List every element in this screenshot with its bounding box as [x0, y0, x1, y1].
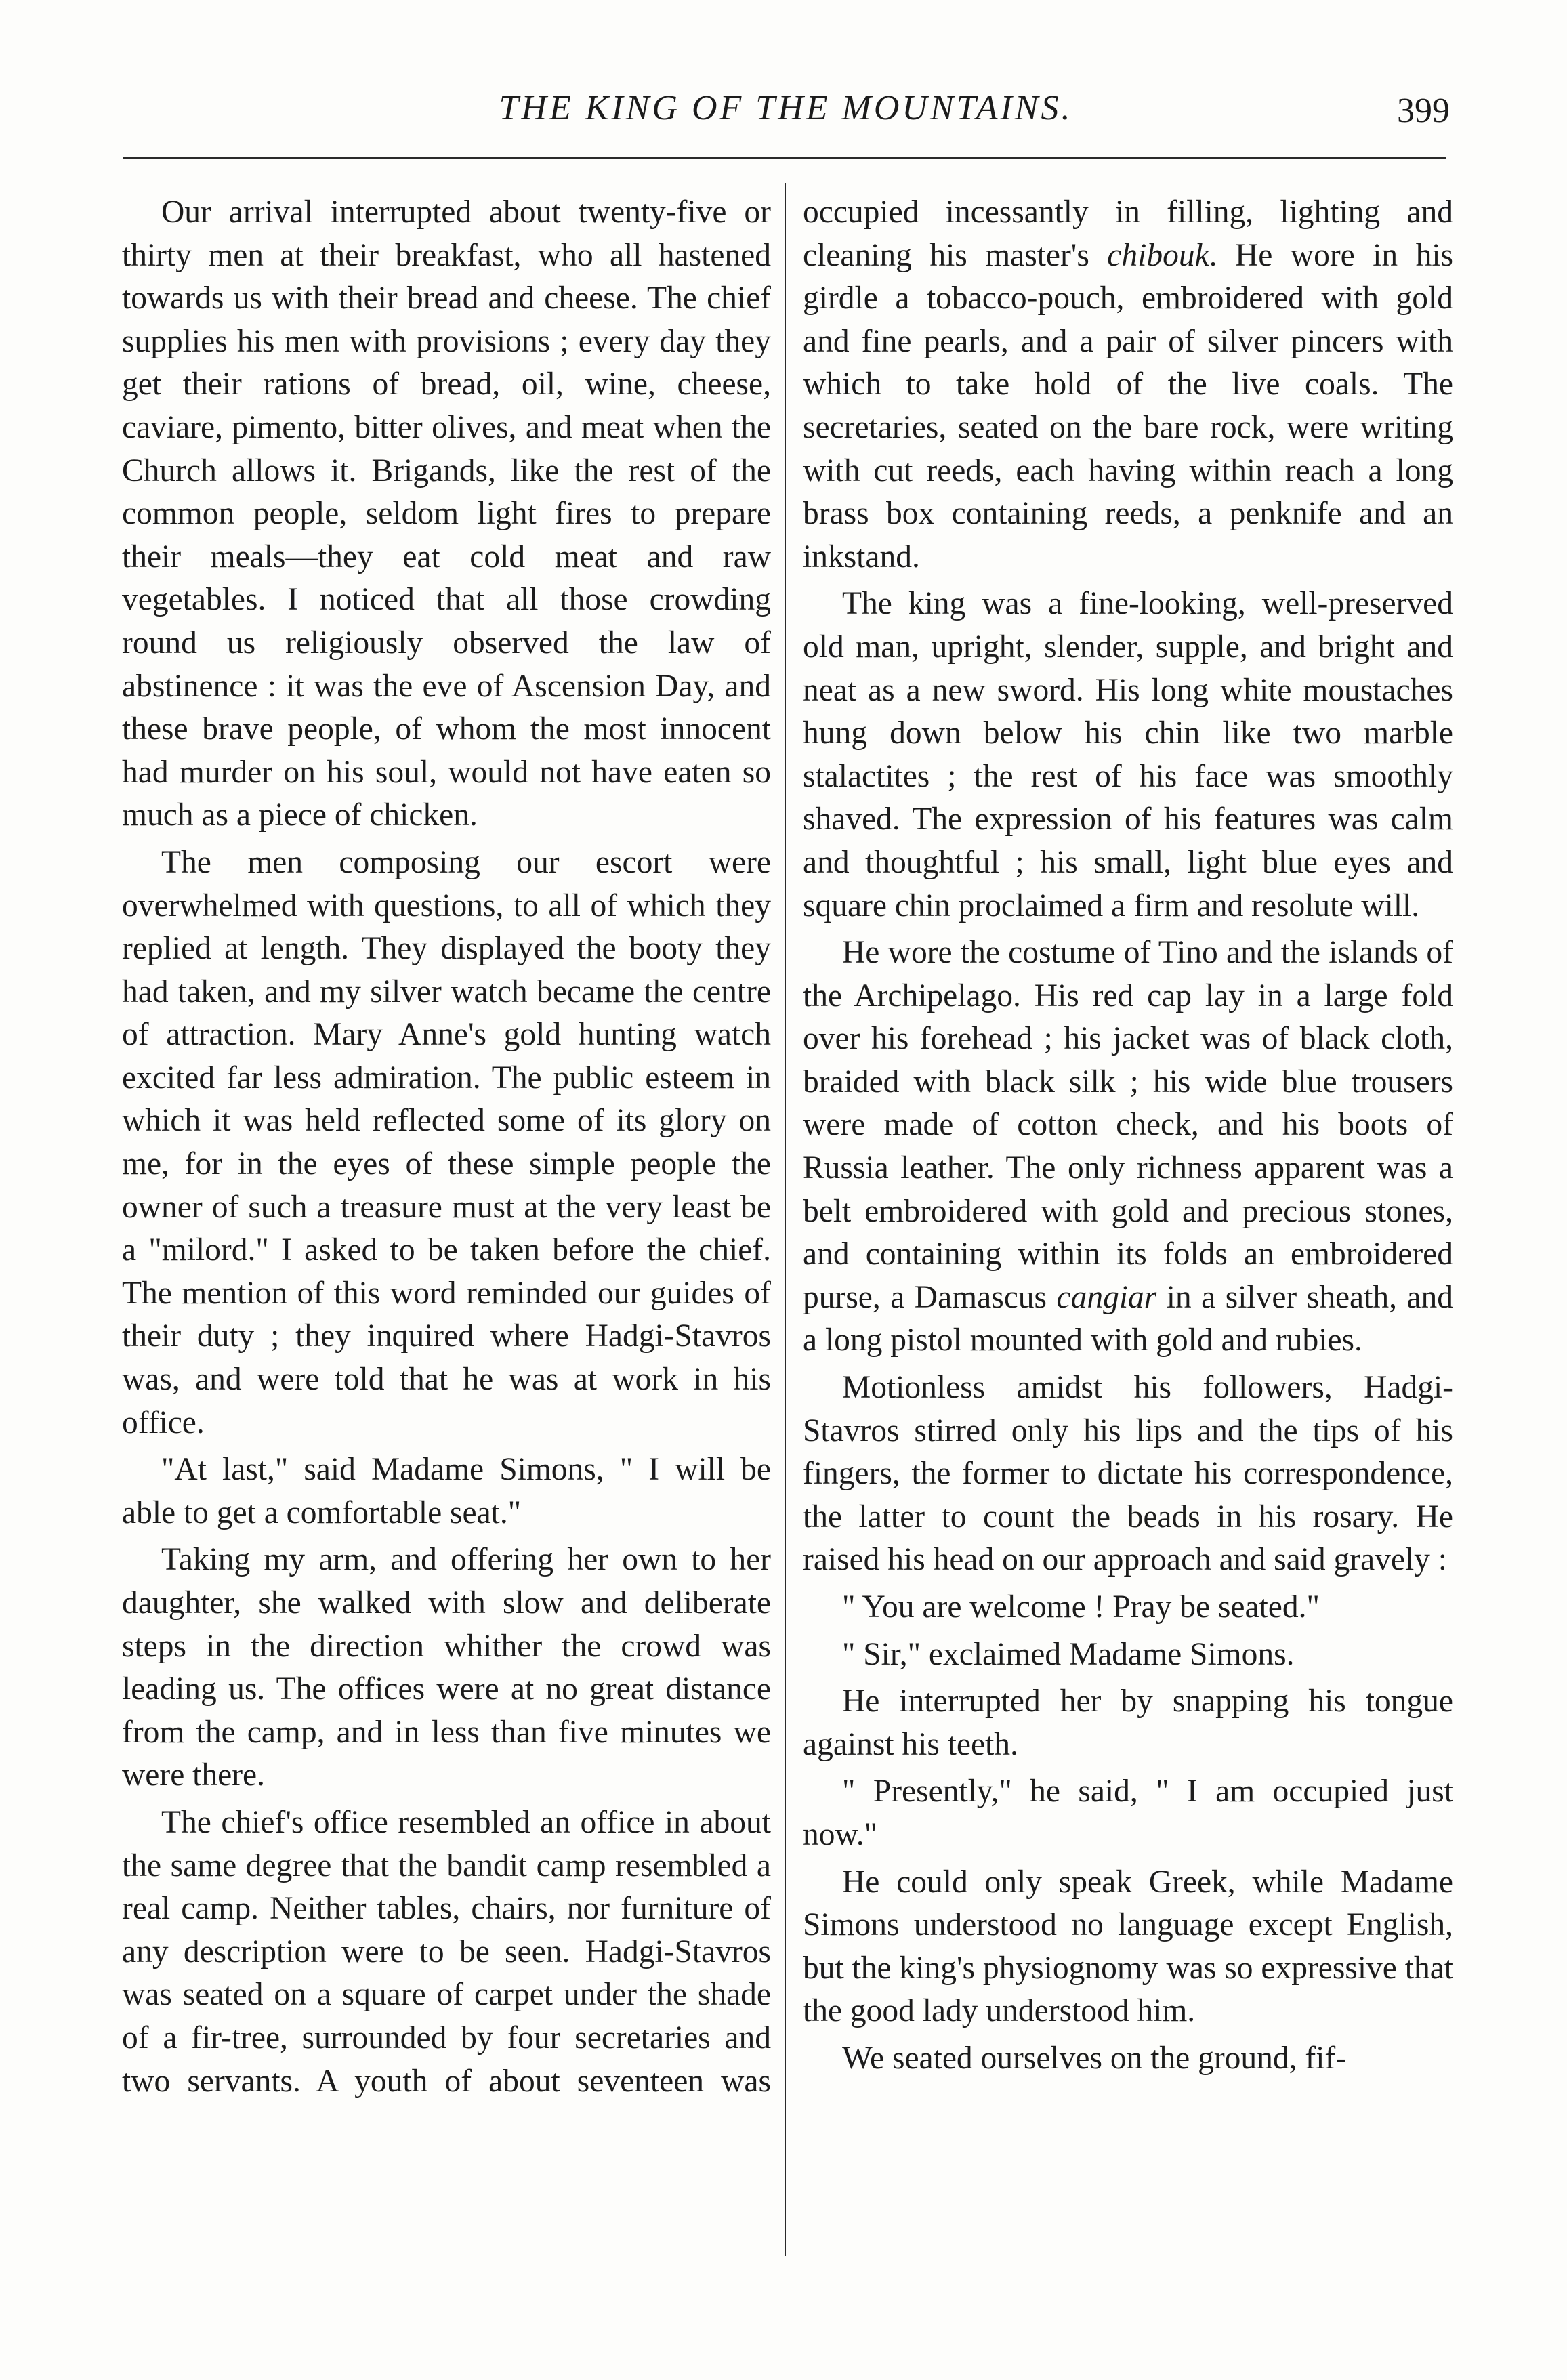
text-run: . He wore in his girdle a tobacco-pouch, embroidered with gold and fine pearls, and a pair of silver pincers with which to take hold of the live coals. The secretaries, seated on the bare rock, were writing with cut reeds, each having within reach a long brass box containing reeds, a penknife and an inkstand. — [803, 237, 1454, 575]
paragraph: He could only speak Greek, while Madame Simons understood no language except English, but the king's physiognomy was so expressive that the good lady understood him. — [803, 1864, 1453, 2029]
running-title: THE KING OF THE MOUNTAINS. — [499, 89, 1073, 127]
page-number: 399 — [1397, 91, 1450, 130]
paragraph: " Presently," he said, " I am occupied just now." — [803, 1774, 1453, 1852]
column-divider — [785, 183, 786, 2256]
header-rule — [123, 157, 1446, 159]
paragraph — [803, 932, 1453, 1362]
paragraph: Taking my arm, and offering her own to her daughter, she walked with slow and deliberate steps in the direction whither the crowd was leading us. The offices were at no great distance from the camp, and in less than five minutes we were there. — [122, 1542, 771, 1793]
italic-term: cangiar — [1056, 1279, 1157, 1315]
text-run: in a silver sheath, and a long pistol mounted with gold and rubies. — [803, 1279, 1454, 1358]
paragraph: " You are welcome ! Pray be seated." — [842, 1589, 1320, 1625]
paragraph: The men composing our escort were overwhelmed with questions, to all of which they replied at length. They displayed the booty they had taken, and my silver watch became the centre of attraction. Mary Anne's gold hunting watch excited far less admiration. The public esteem in which it was held reflected some of its glory on me, for in the eyes of these simple people the owner of such a treasure must at the very least be a "milord." I asked to be taken before the chief. The mention of this word reminded our guides of their duty ; they inquired where Hadgi-Stavros was, and were told that he was at work in his office. — [122, 844, 771, 1440]
text-run: occupied incessantly in filling, lighting and cleaning his master's — [803, 194, 1453, 273]
paragraph: The king was a fine-looking, well-preserved old man, upright, slender, supple, and bright and neat as a new sword. His long white moustaches hung down below his chin like two marble stalactites ; the rest of his face was smoothly shaved. The expression of his features was calm and thoughtful ; his small, light blue eyes and square chin proclaimed a firm and resolute will. — [803, 586, 1453, 923]
paragraph: " Sir," exclaimed Madame Simons. — [842, 1636, 1295, 1672]
right-column — [803, 191, 1453, 2085]
paragraph-continued — [803, 191, 1453, 579]
paragraph: We seated ourselves on the ground, fif- — [842, 2040, 1347, 2076]
paragraph: "At last," said Madame Simons, " I will be able to get a comfortable seat." — [122, 1452, 771, 1530]
running-header — [122, 88, 1450, 156]
paragraph: Motionless amidst his followers, Hadgi-Stavros stirred only his lips and the tips of his fingers, the former to dictate his correspondence, the latter to count the beads in his rosary. He raised his head on our approach and said gravely : — [803, 1370, 1453, 1578]
left-column — [122, 191, 771, 2107]
italic-term: chibouk — [1107, 237, 1209, 273]
paragraph: Our arrival interrupted about twenty-five or thirty men at their breakfast, who all hastened towards us with their bread and cheese. The chief supplies his men with provisions ; every day they get their rations of bread, oil, wine, cheese, caviare, pimento, bitter olives, and meat when the Church allows it. Brigands, like the rest of the common people, seldom light fires to prepare their meals—they eat cold meat and raw vegetables. I noticed that all those crowding round us religiously observed the law of abstinence : it was the eve of Ascension Day, and these brave people, of whom the most innocent had murder on his soul, would not have eaten so much as a piece of chicken. — [122, 194, 771, 833]
paragraph: He interrupted her by snapping his tongue against his teeth. — [803, 1684, 1453, 1762]
paragraph: The chief's office resembled an office in about the same degree that the bandit camp resembled a real camp. Neither tables, chairs, nor furniture of any description were to be seen. Hadgi-Stavros was seated on a square of carpet under the shade of a fir-tree, surrounded by four secretaries and two servants. A youth of about seventeen was — [122, 1804, 771, 2099]
text-run: He wore the costume of Tino and the islands of the Archipelago. His red cap lay in a large fold over his forehead ; his jacket was of black cloth, braided with black silk ; his wide blue trousers were made of cotton check, and his boots of Russia leather. The only richness apparent was a belt embroidered with gold and precious stones, and containing within its folds an embroidered purse, a Damascus — [803, 935, 1453, 1315]
